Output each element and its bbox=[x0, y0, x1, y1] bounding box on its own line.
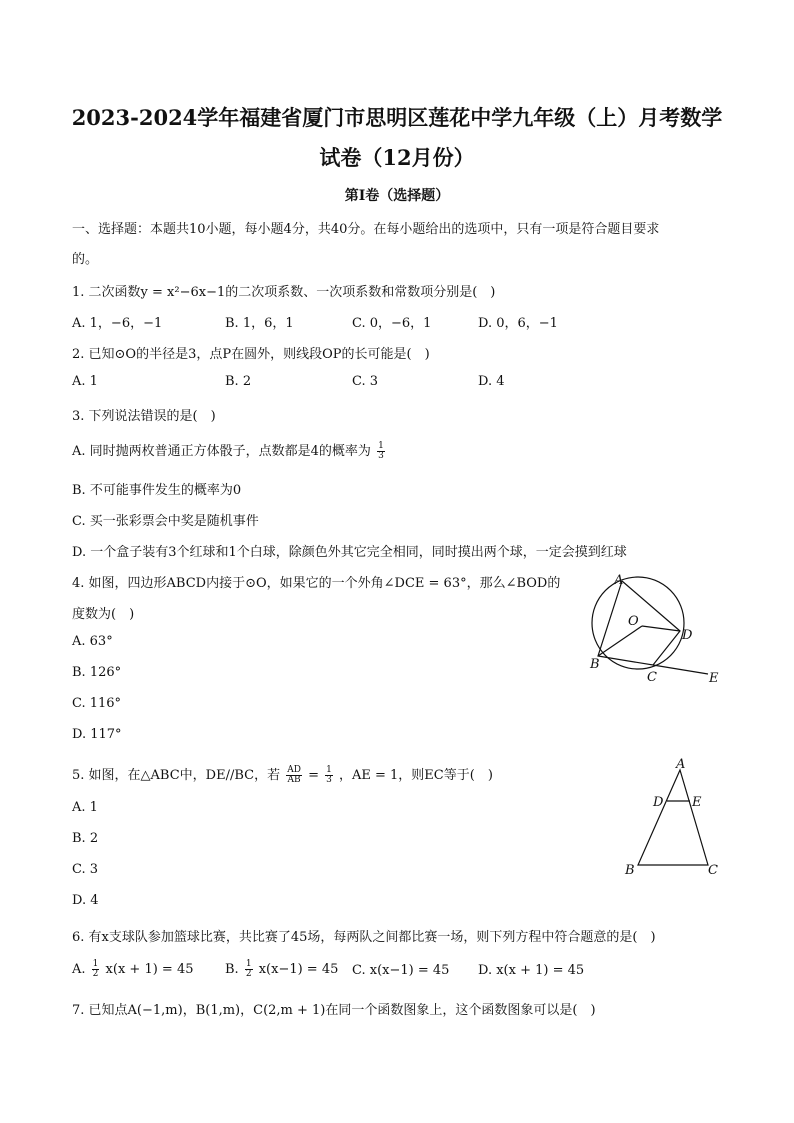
label-e: E bbox=[692, 795, 702, 810]
q2-option-d: D. 4 bbox=[478, 374, 505, 389]
label-e: E bbox=[709, 671, 719, 686]
label-o: O bbox=[628, 614, 639, 629]
q6-option-d: D. x(x + 1) = 45 bbox=[478, 963, 585, 978]
q5-option-d: D. 4 bbox=[72, 893, 99, 908]
label-b: B bbox=[625, 863, 635, 878]
section-intro-line-2: 的。 bbox=[72, 252, 99, 267]
label-d: D bbox=[653, 795, 664, 810]
q6-option-c: C. x(x−1) = 45 bbox=[352, 963, 450, 978]
q2-option-c: C. 3 bbox=[352, 374, 379, 389]
label-d: D bbox=[682, 628, 693, 643]
fraction-numerator: 1 bbox=[326, 765, 332, 775]
q4-option-c: C. 116° bbox=[72, 696, 122, 711]
q5-triangle-figure bbox=[620, 755, 730, 880]
q5-value-fraction bbox=[325, 766, 333, 785]
q1-option-c: C. 0，−6，1 bbox=[352, 316, 432, 331]
q5-option-c: C. 3 bbox=[72, 862, 99, 877]
exam-title-line-2: 试卷（12月份） bbox=[319, 145, 475, 170]
q6-stem: 6. 有x支球队参加篮球比赛，共比赛了45场，每两队之间都比赛一场，则下列方程中符合题意的是( ) bbox=[72, 930, 656, 945]
q3-option-c: C. 买一张彩票会中奖是随机事件 bbox=[72, 514, 259, 529]
q1-option-a: A. 1，−6，−1 bbox=[72, 316, 163, 331]
extension-ce bbox=[653, 665, 708, 674]
label-c: C bbox=[647, 670, 657, 685]
q3-stem: 3. 下列说法错误的是( ) bbox=[72, 409, 216, 424]
label-a: A bbox=[676, 757, 686, 772]
q2-option-b: B. 2 bbox=[225, 374, 252, 389]
q4-stem-line-2: 度数为( ) bbox=[72, 607, 135, 622]
label-b: B bbox=[590, 657, 600, 672]
quadrilateral-abcd bbox=[598, 581, 680, 665]
q1-stem: 1. 二次函数y = x²−6x−1的二次项系数、一次项系数和常数项分别是( ) bbox=[72, 285, 496, 300]
section-intro-line-1: 一、选择题：本题共10小题，每小题4分，共40分。在每小题给出的选项中，只有一项是符合题目要求 bbox=[72, 222, 660, 237]
q4-option-a: A. 63° bbox=[72, 634, 113, 649]
q5-stem bbox=[72, 764, 493, 785]
q3-option-d: D. 一个盒子装有3个红球和1个白球，除颜色外其它完全相同，同时摸出两个球，一定会摸到红球 bbox=[72, 545, 627, 560]
q5-stem-post: ，AE = 1，则EC等于( ) bbox=[339, 768, 493, 783]
q4-stem-line-1: 4. 如图，四边形ABCD内接于⊙O，如果它的一个外角∠DCE = 63°，那么∠BOD的 bbox=[72, 576, 561, 591]
q2-stem: 2. 已知⊙O的半径是3，点P在圆外，则线段OP的长可能是( ) bbox=[72, 347, 430, 362]
fraction-numerator: 1 bbox=[92, 959, 99, 969]
fraction-denominator: 2 bbox=[245, 969, 252, 979]
label-c: C bbox=[708, 863, 718, 878]
fraction-denominator: 3 bbox=[378, 451, 384, 461]
q5-option-a: A. 1 bbox=[72, 800, 98, 815]
fraction-denominator: 2 bbox=[92, 969, 99, 979]
q1-option-b: B. 1，6，1 bbox=[225, 316, 294, 331]
q6-option-b-half bbox=[245, 960, 253, 979]
triangle-abc bbox=[638, 770, 708, 865]
q2-option-a: A. 1 bbox=[72, 374, 98, 389]
q4-option-b: B. 126° bbox=[72, 665, 122, 680]
q5-ratio-fraction bbox=[286, 766, 302, 785]
q6-option-b-letter: B. bbox=[225, 962, 239, 977]
q6-option-a-letter: A. bbox=[72, 962, 86, 977]
fraction-denominator: 3 bbox=[326, 775, 332, 785]
q4-circle-figure bbox=[580, 570, 730, 690]
part-title: 第I卷（选择题） bbox=[344, 188, 450, 204]
q5-equals: = bbox=[308, 768, 319, 783]
q6-option-b-expr: x(x−1) = 45 bbox=[258, 962, 339, 977]
exam-title-line-1: 2023-2024学年福建省厦门市思明区莲花中学九年级（上）月考数学 bbox=[71, 105, 723, 130]
q3-option-a-text: A. 同时抛两枚普通正方体骰子，点数都是4的概率为 bbox=[72, 444, 371, 459]
q6-option-a-expr: x(x + 1) = 45 bbox=[105, 962, 194, 977]
fraction-numerator: AD bbox=[287, 765, 301, 775]
fraction-numerator: 1 bbox=[378, 441, 384, 451]
q5-stem-pre: 5. 如图，在△ABC中，DE//BC，若 bbox=[72, 768, 281, 783]
fraction-denominator: AB bbox=[287, 775, 301, 785]
label-a: A bbox=[614, 573, 624, 588]
segment-bo bbox=[598, 626, 642, 656]
q3-option-a-fraction bbox=[377, 442, 385, 461]
q4-option-d: D. 117° bbox=[72, 727, 122, 742]
q1-option-d: D. 0，6，−1 bbox=[478, 316, 558, 331]
q6-option-a-half bbox=[92, 960, 100, 979]
q3-option-a bbox=[72, 440, 387, 461]
fraction-numerator: 1 bbox=[245, 959, 252, 969]
q6-option-b bbox=[225, 960, 338, 979]
q5-option-b: B. 2 bbox=[72, 831, 99, 846]
q3-option-b: B. 不可能事件发生的概率为0 bbox=[72, 483, 242, 498]
q7-stem: 7. 已知点A(−1,m)，B(1,m)，C(2,m + 1)在同一个函数图象上，这个函数图象可以是( ) bbox=[72, 1003, 596, 1018]
q6-option-a bbox=[72, 960, 193, 979]
